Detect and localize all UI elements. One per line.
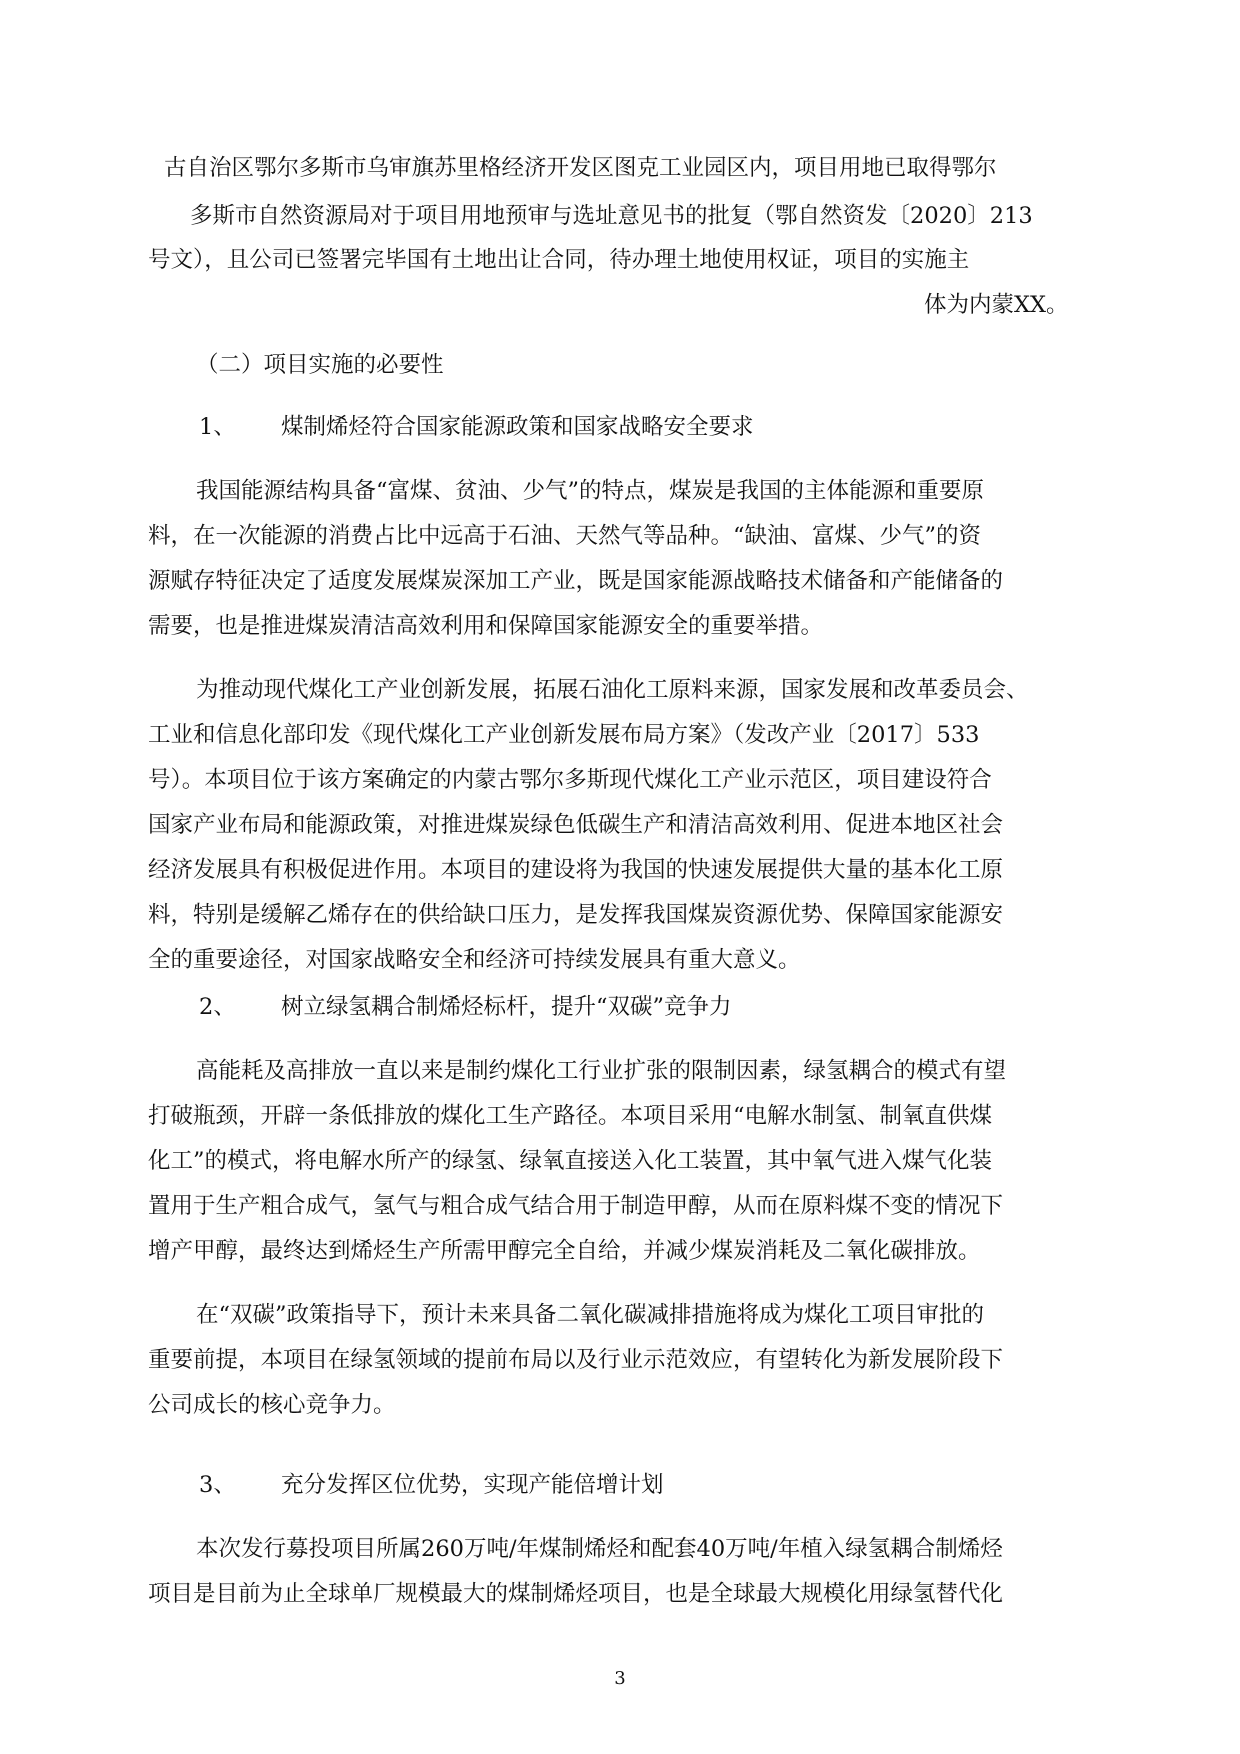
subsection-number: 1、 xyxy=(199,414,236,440)
paragraph-line: 本次发行募投项目所属260万吨/年煤制烯烃和配套40万吨/年植入绿氢耦合制烯烃 xyxy=(196,1536,1003,1562)
paragraph-line: 体为内蒙XX。 xyxy=(924,292,1069,318)
paragraph-line: 料，在一次能源的消费占比中远高于石油、天然气等品种。“缺油、富煤、少气”的资 xyxy=(148,523,982,549)
paragraph-line: 在“双碳”政策指导下，预计未来具备二氧化碳减排措施将成为煤化工项目审批的 xyxy=(196,1302,985,1328)
paragraph-line: 多斯市自然资源局对于项目用地预审与选址意见书的批复（鄂自然资发〔2020〕213 xyxy=(190,203,1033,229)
paragraph-line: 重要前提，本项目在绿氢领域的提前布局以及行业示范效应，有望转化为新发展阶段下 xyxy=(148,1347,1004,1373)
paragraph-line: 源赋存特征决定了适度发展煤炭深加工产业，既是国家能源战略技术储备和产能储备的 xyxy=(148,568,1004,594)
paragraph-line: 国家产业布局和能源政策，对推进煤炭绿色低碳生产和清洁高效利用、促进本地区社会 xyxy=(148,812,1004,838)
section-heading: （二）项目实施的必要性 xyxy=(196,352,444,378)
paragraph-line: 我国能源结构具备“富煤、贫油、少气”的特点，煤炭是我国的主体能源和重要原 xyxy=(196,478,985,504)
paragraph-line: 工业和信息化部印发《现代煤化工产业创新发展布局方案》（发改产业〔2017〕533 xyxy=(148,722,980,748)
paragraph-line: 增产甲醇，最终达到烯烃生产所需甲醇完全自给，并减少煤炭消耗及二氧化碳排放。 xyxy=(148,1238,981,1264)
subsection-title: 树立绿氢耦合制烯烃标杆，提升“双碳”竞争力 xyxy=(281,994,732,1020)
paragraph-line: 化工”的模式，将电解水所产的绿氢、绿氧直接送入化工装置，其中氧气进入煤气化装 xyxy=(148,1148,993,1174)
paragraph-line: 全的重要途径，对国家战略安全和经济可持续发展具有重大意义。 xyxy=(148,947,801,973)
paragraph-line: 高能耗及高排放一直以来是制约煤化工行业扩张的限制因素，绿氢耦合的模式有望 xyxy=(196,1058,1007,1084)
paragraph-line: 古自治区鄂尔多斯市乌审旗苏里格经济开发区图克工业园区内，项目用地已取得鄂尔 xyxy=(164,155,997,181)
paragraph-line: 料，特别是缓解乙烯存在的供给缺口压力，是发挥我国煤炭资源优势、保障国家能源安 xyxy=(148,902,1004,928)
paragraph-line: 项目是目前为止全球单厂规模最大的煤制烯烃项目，也是全球最大规模化用绿氢替代化 xyxy=(148,1581,1004,1607)
subsection-title: 煤制烯烃符合国家能源政策和国家战略安全要求 xyxy=(281,414,754,440)
page-number: 3 xyxy=(614,1668,626,1689)
subsection-number: 2、 xyxy=(199,994,236,1020)
paragraph-line: 号）。本项目位于该方案确定的内蒙古鄂尔多斯现代煤化工产业示范区，项目建设符合 xyxy=(148,767,992,793)
paragraph-line: 公司成长的核心竞争力。 xyxy=(148,1392,396,1418)
subsection-title: 充分发挥区位优势，实现产能倍增计划 xyxy=(281,1472,664,1498)
paragraph-line: 需要，也是推进煤炭清洁高效利用和保障国家能源安全的重要举措。 xyxy=(148,613,824,639)
subsection-number: 3、 xyxy=(199,1472,236,1498)
paragraph-line: 为推动现代煤化工产业创新发展，拓展石油化工原料来源，国家发展和改革委员会、 xyxy=(196,677,1029,703)
paragraph-line: 置用于生产粗合成气，氢气与粗合成气结合用于制造甲醇，从而在原料煤不变的情况下 xyxy=(148,1193,1004,1219)
paragraph-line: 号文），且公司已签署完毕国有土地出让合同，待办理土地使用权证，项目的实施主 xyxy=(148,247,970,273)
paragraph-line: 经济发展具有积极促进作用。本项目的建设将为我国的快速发展提供大量的基本化工原 xyxy=(148,857,1004,883)
paragraph-line: 打破瓶颈，开辟一条低排放的煤化工生产路径。本项目采用“电解水制氢、制氧直供煤 xyxy=(148,1103,993,1129)
